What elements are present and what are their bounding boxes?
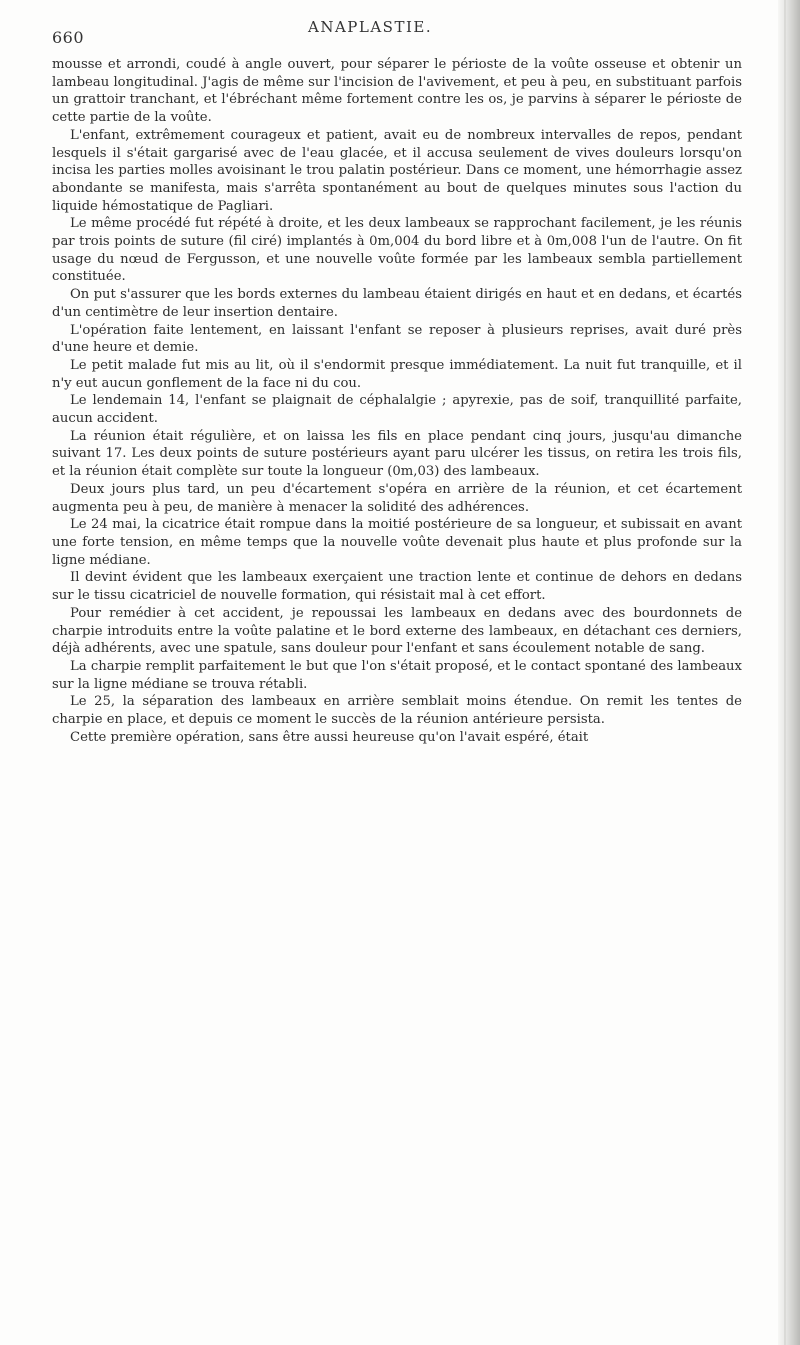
- paragraph: L'enfant, extrêmement courageux et patient, avait eu de nombreux intervalles de repos, pendant lesquels il s'était gargarisé avec de l'eau glacée, et il accusa seulement de vives douleurs lorsqu'on incisa les parties molles avoisinant le trou palatin postérieur. Dans ce moment, une hémorrhagie assez abondante se manifesta, mais s'arrêta spontanément au bout de quelques minutes sous l'action du liquide hémostatique de Pagliari.: [52, 127, 742, 214]
- paragraph: On put s'assurer que les bords externes du lambeau étaient dirigés en haut et en dedans, et écartés d'un centimètre de leur insertion dentaire.: [52, 287, 742, 320]
- paragraph: Le 24 mai, la cicatrice était rompue dans la moitié postérieure de sa longueur, et subissait en avant une forte tension, en même temps que la nouvelle voûte devenait plus haute et plus profonde sur la ligne médiane.: [52, 517, 742, 568]
- paragraph: La charpie remplit parfaitement le but que l'on s'était proposé, et le contact spontané des lambeaux sur la ligne médiane se trouva rétabli.: [52, 658, 742, 692]
- body-text: [52, 56, 742, 746]
- paragraph: L'opération faite lentement, en laissant l'enfant se reposer à plusieurs reprises, avait duré près d'une heure et demie.: [52, 322, 742, 356]
- paragraph: Pour remédier à cet accident, je repoussai les lambeaux en dedans avec des bourdonnets de charpie introduits entre la voûte palatine et le bord externe des lambeaux, en détachant ces derniers, déjà adhérents, avec une spatule, sans douleur pour l'enfant et sans écoulement notable de sang.: [52, 605, 742, 657]
- paragraph: Le 25, la séparation des lambeaux en arrière semblait moins étendue. On remit les tentes de charpie en place, et depuis ce moment le succès de la réunion antérieure persista.: [52, 694, 742, 728]
- paragraph: Le même procédé fut répété à droite, et les deux lambeaux se rapprochant facilement, je les réunis par trois points de suture (fil ciré) implantés à 0m,004 du bord libre et à 0m,008 l'un de l'autre. On fit usage du nœud de Fergusson, et une nouvelle voûte formée par les lambeaux sembla partiellement constituée.: [52, 216, 742, 285]
- paragraph: Cette première opération, sans être aussi heureuse qu'on l'avait espéré, était: [70, 729, 589, 745]
- page-edge-shadow: [778, 0, 800, 1345]
- paragraph: Le petit malade fut mis au lit, où il s'endormit presque immédiatement. La nuit fut tranquille, et il n'y eut aucun gonflement de la face ni du cou.: [52, 357, 742, 391]
- paragraph: Deux jours plus tard, un peu d'écartement s'opéra en arrière de la réunion, et cet écartement augmenta peu à peu, de manière à menacer la solidité des adhérences.: [52, 481, 742, 515]
- paragraph: Le lendemain 14, l'enfant se plaignait de céphalalgie ; apyrexie, pas de soif, tranquillité parfaite, aucun accident.: [52, 393, 742, 427]
- running-title: ANAPLASTIE.: [308, 18, 433, 36]
- page-number: 660: [52, 28, 85, 47]
- paragraph: La réunion était régulière, et on laissa les fils en place pendant cinq jours, jusqu'au dimanche suivant 17. Les deux points de suture postérieurs ayant paru ulcérer les tissus, on retira les trois fils, et la réunion était complète sur toute la longueur (0m,03) des lambeaux.: [52, 428, 742, 480]
- paragraph: mousse et arrondi, coudé à angle ouvert, pour séparer le périoste de la voûte osseuse et obtenir un lambeau longitudinal. J'agis de même sur l'incision de l'avivement, et peu à peu, en substituant parfois un grattoir tranchant, et l'ébréchant même fortement contre les os, je parvins à séparer le périoste de cette partie de la voûte.: [52, 57, 742, 126]
- page-header: [52, 18, 732, 48]
- paragraph: Il devint évident que les lambeaux exerçaient une traction lente et continue de dehors en dedans sur le tissu cicatriciel de nouvelle formation, qui résistait mal à cet effort.: [52, 570, 742, 604]
